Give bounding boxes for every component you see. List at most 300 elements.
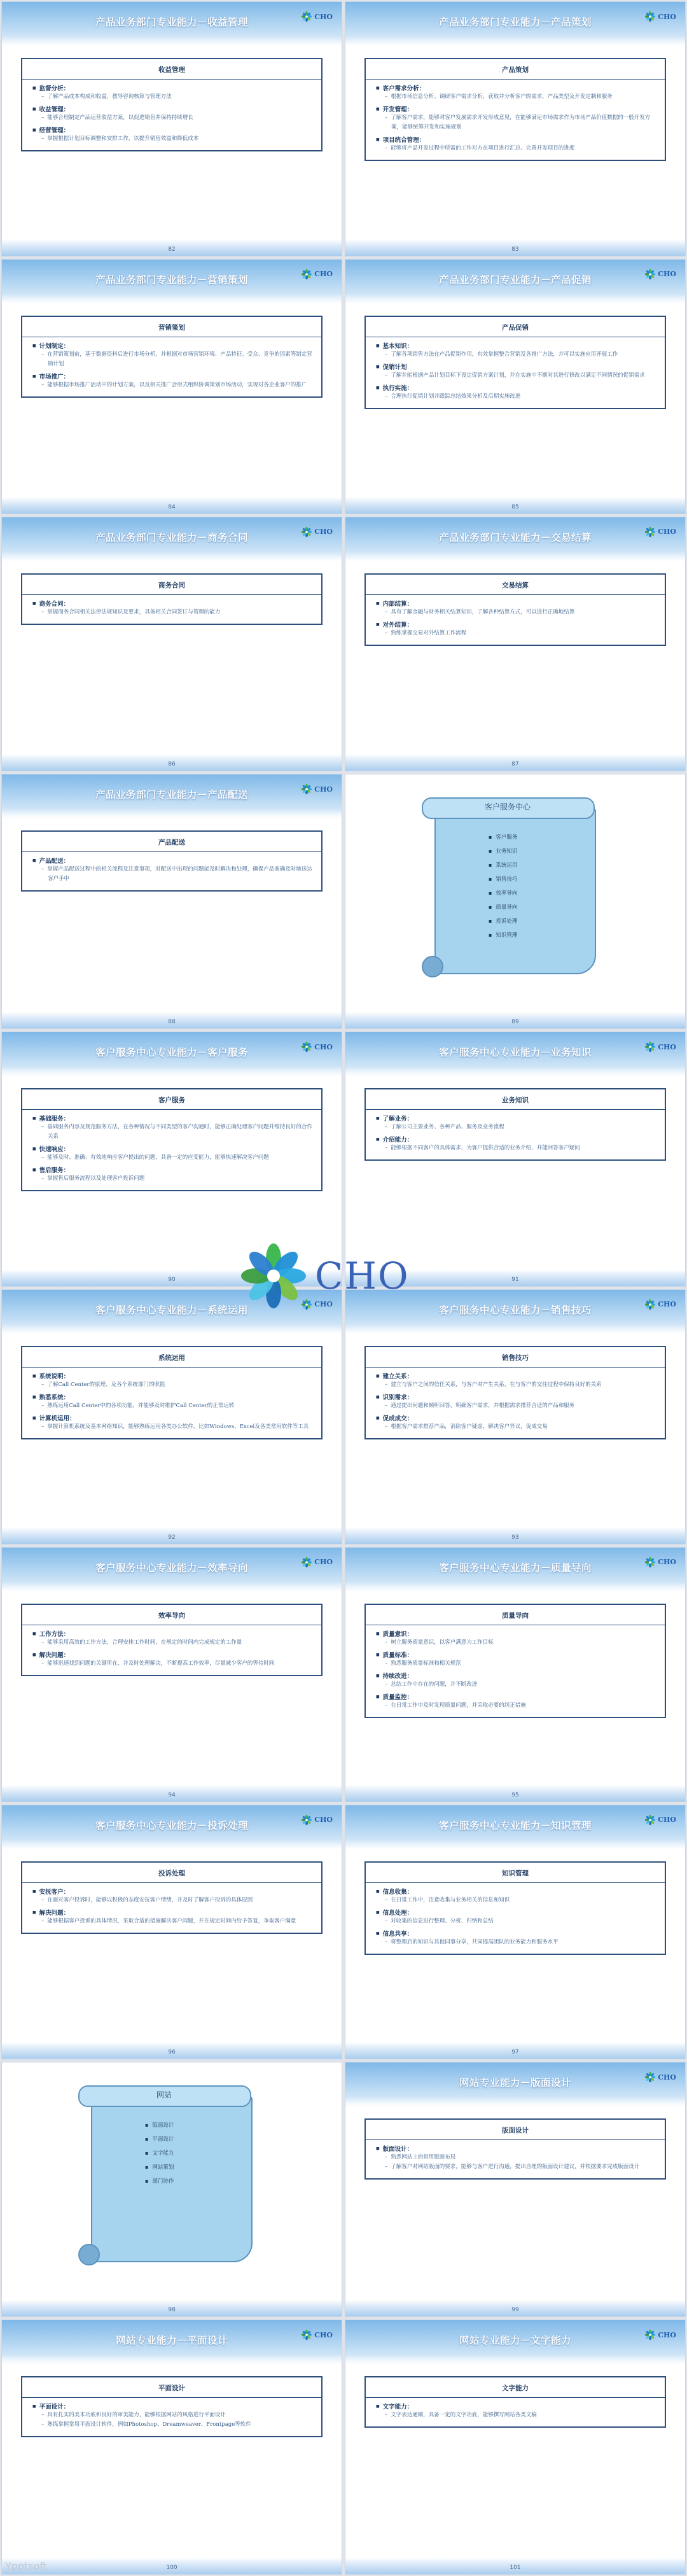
- section-detail: – 能够将产品开发过程中所需的工作对方在项目进行汇总、完善开发项目的进度: [391, 144, 657, 153]
- section-detail: – 掌握根据计划目标调整和安排工作，以提升销售效益和降低成本: [48, 134, 314, 144]
- slide-title: 客户服务中心专业能力－销售技巧: [438, 1304, 592, 1316]
- slide-title: 产品业务部门专业能力－营销策划: [95, 274, 248, 286]
- slide: [1, 1032, 342, 1287]
- flower-logo-icon: [644, 1041, 656, 1053]
- box-title: 业务知识: [502, 1096, 529, 1105]
- section-detail: – 能够合理制定产品运营收益方案，以促进销售并保持持续增长: [48, 113, 314, 123]
- section: [376, 341, 657, 360]
- cho-logo: [644, 11, 676, 22]
- section-heading: ■ 售后服务：: [32, 1165, 314, 1174]
- flower-logo-icon: [644, 1557, 656, 1568]
- slide-title: 产品业务部门专业能力－产品配送: [95, 789, 248, 801]
- content-box: [21, 830, 323, 892]
- slide: [345, 2320, 686, 2575]
- section: [32, 1165, 314, 1184]
- flower-logo-icon: [301, 269, 312, 280]
- section-detail: – 熟练掌握常用平面设计软件，例如Photoshop、Dreamweaver、Frontpage等软件: [48, 2420, 314, 2430]
- page-number: 99: [511, 2307, 519, 2314]
- section: [376, 1114, 657, 1132]
- section-heading: ■ 收益管理：: [32, 104, 314, 113]
- section-heading: ■ 平面设计：: [32, 2402, 314, 2411]
- scroll-item: ▪ 客户服务: [489, 830, 517, 844]
- content-box: [21, 1604, 323, 1676]
- section-detail: – 掌握计算机系统及基本网络知识，能够熟练运用各类办公软件，比如Windows、Excel及各类常用软件等工具: [48, 1422, 314, 1432]
- box-divider: [22, 851, 321, 852]
- logo-text: CHO: [658, 1300, 676, 1309]
- section: [32, 856, 314, 884]
- section: [376, 1413, 657, 1432]
- section: [376, 1887, 657, 1905]
- box-title: 文字能力: [502, 2384, 529, 2393]
- page-number: 94: [168, 1791, 176, 1798]
- slide-title: 客户服务中心专业能力－业务知识: [438, 1047, 592, 1059]
- cho-logo: [644, 269, 676, 280]
- cho-logo: [644, 2071, 676, 2083]
- box-title: 产品促销: [502, 323, 529, 332]
- flower-logo-icon: [301, 1299, 312, 1310]
- section-detail: – 掌握售后服务流程以及处理客户投诉问题: [48, 1174, 314, 1184]
- flower-logo-icon: [644, 269, 656, 280]
- section-detail: – 树立服务质量意识，以客户满意为工作目标: [391, 1638, 657, 1648]
- box-divider: [366, 2139, 665, 2140]
- section-detail: – 能够采用高效的工作方法，合理安排工作时间，在规定的时间内完成规定的工作量: [48, 1638, 314, 1648]
- scroll-item: ▪ 销售技巧: [489, 872, 517, 886]
- slide: [345, 1805, 686, 2060]
- logo-text: CHO: [658, 12, 676, 21]
- scroll-item-list: [489, 830, 517, 942]
- section-detail: – 了解客户需求，能够对客户发展需求开发形成意见，在能够满足市场需求作为市场产品价值数据的一般开发方案，能够统筹开发和实施规划: [391, 113, 657, 132]
- section-detail: – 熟练运用Call Center中的各项功能，并能够及时维护Call Center的正常运转: [48, 1401, 314, 1411]
- section-detail: – 在日常工作中及时发现质量问题，并采取必要的纠正措施: [391, 1701, 657, 1711]
- section-detail: – 熟悉服务质量标准和相关规范: [391, 1659, 657, 1669]
- section-heading: ■ 质量标准：: [376, 1650, 657, 1659]
- section: [376, 1629, 657, 1648]
- scroll-item: ▪ 平面设计: [145, 2132, 174, 2146]
- slide: [345, 1, 686, 256]
- section: [376, 1371, 657, 1390]
- logo-text: CHO: [314, 12, 333, 21]
- section-detail: – 在日常工作中，注意收集与业务相关的信息和知识: [391, 1896, 657, 1905]
- logo-text: CHO: [314, 1042, 333, 1051]
- slide-title: 网站专业能力－文字能力: [459, 2335, 571, 2347]
- section-detail: – 具有了解金融与财务相关结算知识，了解各种结算方式，可以进行正确地结算: [391, 608, 657, 617]
- page-number: 85: [511, 503, 519, 510]
- scroll-item: ▪ 网站策划: [145, 2160, 174, 2174]
- box-divider: [22, 1882, 321, 1883]
- cho-logo: [644, 526, 676, 538]
- page-number: 92: [168, 1534, 176, 1541]
- content-box: [364, 1088, 666, 1161]
- slide: [1, 517, 342, 772]
- slide-title: 产品业务部门专业能力－收益管理: [95, 17, 248, 28]
- section: [376, 1135, 657, 1153]
- watermark-text: CHO: [315, 1254, 410, 1298]
- box-title: 平面设计: [158, 2384, 185, 2393]
- content-box: [364, 58, 666, 161]
- section-heading: ■ 经营管理：: [32, 125, 314, 134]
- page-number: 100: [166, 2564, 177, 2571]
- scroll-item: ▪ 投诉处理: [489, 914, 517, 928]
- logo-text: CHO: [314, 1300, 333, 1309]
- box-title: 销售技巧: [502, 1354, 529, 1362]
- content-box: [21, 2376, 323, 2437]
- section: [376, 135, 657, 153]
- section: [376, 383, 657, 402]
- section: [376, 2144, 657, 2172]
- cho-logo: [301, 1041, 333, 1053]
- scroll-item: ▪ 文字能力: [145, 2146, 174, 2160]
- cho-logo: [644, 1299, 676, 1310]
- logo-text: CHO: [658, 270, 676, 279]
- box-divider: [366, 79, 665, 80]
- flower-logo-icon: [644, 2071, 656, 2083]
- flower-logo-icon: [301, 2329, 312, 2341]
- logo-text: CHO: [658, 2073, 676, 2082]
- box-title: 效率导向: [158, 1611, 185, 1620]
- section-detail: – 熟练掌握交易对外结算工作流程: [391, 629, 657, 638]
- content-box: [21, 1088, 323, 1191]
- slide-title: 网站专业能力－版面设计: [459, 2077, 571, 2089]
- section-heading: ■ 内部结算：: [376, 599, 657, 608]
- logo-text: CHO: [314, 2330, 333, 2339]
- page-number: 98: [168, 2307, 176, 2314]
- section-detail: – 合理执行促销计划并跟踪总结效果分析及后期实施改进: [391, 392, 657, 402]
- section-heading: ■ 系统说明：: [32, 1371, 314, 1380]
- section-detail: – 了解并能根据产品计划目标下设定促销方案计划，并在实施中不断对其进行修改以满足不同情况的促销需求: [391, 371, 657, 381]
- scroll-item: ▪ 部门协作: [145, 2174, 174, 2188]
- section-detail: – 总结工作中存在的问题，并不断改进: [391, 1680, 657, 1690]
- section: [32, 1413, 314, 1432]
- section-heading: ■ 市场推广：: [32, 372, 314, 381]
- box-title: 知识管理: [502, 1869, 529, 1877]
- logo-text: CHO: [314, 528, 333, 536]
- logo-text: CHO: [658, 2330, 676, 2339]
- content-box: [21, 316, 323, 398]
- box-divider: [366, 1367, 665, 1368]
- logo-text: CHO: [314, 785, 333, 794]
- flower-logo-icon: [301, 783, 312, 795]
- section-heading: ■ 版面设计：: [376, 2144, 657, 2153]
- box-divider: [366, 1882, 665, 1883]
- section: [376, 1929, 657, 1947]
- scroll-graphic: [78, 2082, 263, 2269]
- section-heading: ■ 快速响应：: [32, 1144, 314, 1153]
- slide-title: 产品业务部门专业能力－交易结算: [438, 531, 592, 543]
- section: [32, 1114, 314, 1142]
- scroll-item: ▪ 质量导向: [489, 900, 517, 914]
- section-heading: ■ 监督分析：: [32, 83, 314, 92]
- slide: [345, 259, 686, 514]
- box-divider: [22, 1367, 321, 1368]
- page-number: 97: [511, 2049, 519, 2056]
- cho-logo: [644, 1814, 676, 1826]
- flower-logo-icon: [644, 2329, 656, 2341]
- section-detail: – 能够根据客户投诉的具体情况，采取合适的措施解决客户问题，并在规定时间内给予答复，争取客户满意: [48, 1917, 314, 1926]
- section-detail: – 建立与客户之间的信任关系，与客户对产生关系，在与客户的交往过程中保持良好的关系: [391, 1380, 657, 1390]
- scroll-graphic: [422, 794, 606, 981]
- slide-title: 客户服务中心专业能力－系统运用: [95, 1304, 248, 1316]
- section-detail: – 能够根据市场推广活动中的计划方案，以及相关推广会形式组织协调策划市场活动，实现对各企业客户的推广: [48, 381, 314, 390]
- page-number: 84: [168, 503, 176, 510]
- section-heading: ■ 建立关系：: [376, 1371, 657, 1380]
- section-heading: ■ 质量监控：: [376, 1692, 657, 1701]
- section-heading: ■ 信息共享：: [376, 1929, 657, 1938]
- box-divider: [22, 79, 321, 80]
- section-heading: ■ 识别需求：: [376, 1392, 657, 1401]
- section-heading: ■ 客户需求分析：: [376, 83, 657, 92]
- page-number: 82: [168, 246, 176, 253]
- scroll-item: ▪ 系统运用: [489, 858, 517, 872]
- section-heading: ■ 开发管理：: [376, 104, 657, 113]
- page-number: 91: [511, 1276, 519, 1283]
- section: [32, 125, 314, 144]
- flower-logo-icon: [301, 526, 312, 538]
- bottom-brand: Ypptsoft: [5, 2560, 48, 2572]
- slide-title: 产品业务部门专业能力－产品策划: [438, 17, 592, 28]
- slide: [1, 1547, 342, 1802]
- box-divider: [22, 594, 321, 595]
- box-title: 营销策划: [158, 323, 185, 332]
- cho-logo: [301, 11, 333, 22]
- slide: [1, 1805, 342, 2060]
- section-detail: – 根据客户需求推荐产品，消除客户疑虑，解决客户异议，促成交易: [391, 1422, 657, 1432]
- section: [376, 2402, 657, 2420]
- scroll-item: ▪ 版面设计: [145, 2118, 174, 2132]
- section: [32, 599, 314, 617]
- section: [32, 104, 314, 123]
- section-heading: ■ 了解业务：: [376, 1114, 657, 1123]
- section-detail: – 掌握商务合同相关法律法规知识及要求，具备相关合同签订与管理的能力: [48, 608, 314, 617]
- box-title: 客户服务: [158, 1096, 185, 1105]
- cho-logo: [301, 1814, 333, 1826]
- section: [32, 372, 314, 390]
- flower-logo-icon: [301, 1557, 312, 1568]
- section-heading: ■ 熟悉系统：: [32, 1392, 314, 1401]
- flower-logo-icon: [644, 11, 656, 22]
- flower-logo-icon: [644, 526, 656, 538]
- page-number: 96: [168, 2049, 176, 2056]
- logo-text: CHO: [658, 528, 676, 536]
- box-title: 系统运用: [158, 1354, 185, 1362]
- section-detail: – 了解公司主要业务、各种产品、服务及业务流程: [391, 1123, 657, 1132]
- slide: [1, 1289, 342, 1544]
- section: [32, 1392, 314, 1411]
- section-detail: – 能够根据不同客户的具体需求，为客户提供合适的业务介绍，并能回答客户疑问: [391, 1144, 657, 1153]
- logo-text: CHO: [314, 1558, 333, 1567]
- content-box: [21, 1861, 323, 1934]
- slide-title: 客户服务中心专业能力－投诉处理: [95, 1819, 248, 1831]
- section: [376, 104, 657, 132]
- section-heading: ■ 项目统合管理：: [376, 135, 657, 144]
- slide: [345, 2062, 686, 2317]
- cho-logo: [301, 269, 333, 280]
- slide: [1, 259, 342, 514]
- cho-logo: [644, 1557, 676, 1568]
- slide: [1, 2062, 342, 2317]
- box-divider: [366, 1109, 665, 1110]
- page-number: 90: [168, 1276, 176, 1283]
- section-heading: ■ 基础服务：: [32, 1114, 314, 1123]
- scroll-item: ▪ 知识管理: [489, 928, 517, 942]
- section: [32, 1629, 314, 1648]
- logo-text: CHO: [658, 1042, 676, 1051]
- page-number: 88: [168, 1019, 176, 1026]
- section-heading: ■ 信息收集：: [376, 1887, 657, 1896]
- section-detail: – 能够迅速找到问题的关键所在，并及时处理解决，不断提高工作效率，尽量减少客户的等待时间: [48, 1659, 314, 1669]
- slide: [345, 774, 686, 1029]
- content-box: [21, 573, 323, 625]
- content-box: [364, 2118, 666, 2180]
- box-title: 收益管理: [158, 66, 185, 74]
- logo-text: CHO: [658, 1558, 676, 1567]
- section: [376, 1692, 657, 1711]
- box-title: 产品策划: [502, 66, 529, 74]
- section-detail: – 文字表达通顺，具备一定的文字功底，能够撰写网站各类文稿: [391, 2411, 657, 2420]
- section-heading: ■ 计算机运用：: [32, 1413, 314, 1422]
- section-heading: ■ 质量意识：: [376, 1629, 657, 1638]
- section: [376, 599, 657, 617]
- content-box: [364, 1604, 666, 1718]
- content-box: [364, 1346, 666, 1439]
- content-box: [364, 316, 666, 409]
- slide-title: 产品业务部门专业能力－商务合同: [95, 531, 248, 543]
- section-heading: ■ 对外结算：: [376, 620, 657, 629]
- slide: [345, 1547, 686, 1802]
- scroll-bottom-curl: [422, 956, 443, 977]
- section-detail: – 熟悉网站上的常用版面布局: [391, 2153, 657, 2162]
- scroll-item-list: [145, 2118, 174, 2188]
- section-heading: ■ 产品配送：: [32, 856, 314, 865]
- slide: [345, 1289, 686, 1544]
- box-divider: [366, 2397, 665, 2398]
- scroll-heading: 网站: [156, 2090, 172, 2100]
- box-divider: [366, 594, 665, 595]
- section-detail: – 能够及时、准确、有效地响应客户提出的问题，具备一定的应变能力，能够快速解决客户问题: [48, 1153, 314, 1163]
- cho-logo: [644, 1041, 676, 1053]
- section-heading: ■ 持续改进：: [376, 1671, 657, 1680]
- content-box: [364, 1861, 666, 1955]
- section-heading: ■ 安抚客户：: [32, 1887, 314, 1896]
- section: [376, 620, 657, 638]
- flower-logo-icon: [644, 1814, 656, 1826]
- scroll-heading: 客户服务中心: [484, 802, 531, 812]
- cho-logo: [301, 783, 333, 795]
- slide: [1, 1, 342, 256]
- section: [32, 83, 314, 102]
- section-detail: – 将整理后的知识与其他同事分享，共同提高团队的业务能力和服务水平: [391, 1938, 657, 1947]
- section: [376, 1650, 657, 1669]
- section: [376, 83, 657, 102]
- section-detail: – 在营销策划前，基于数据资料后进行市场分析，并根据对市场营销环境、产品特征、受众、竞争的因素等制定营销计划: [48, 350, 314, 369]
- section: [376, 1908, 657, 1926]
- page-number: 89: [511, 1019, 519, 1026]
- page-number: 93: [511, 1534, 519, 1541]
- slide-title: 产品业务部门专业能力－产品促销: [438, 274, 592, 286]
- section-heading: ■ 解决问题：: [32, 1650, 314, 1659]
- page-number: 95: [511, 1791, 519, 1798]
- section-heading: ■ 计划制定：: [32, 341, 314, 350]
- flower-logo-icon: [644, 1299, 656, 1310]
- box-title: 产品配送: [158, 839, 185, 847]
- scroll-bottom-curl: [78, 2244, 100, 2265]
- logo-text: CHO: [314, 270, 333, 279]
- section: [32, 1908, 314, 1926]
- page-number: 83: [511, 246, 519, 253]
- box-divider: [22, 2397, 321, 2398]
- content-box: [364, 573, 666, 646]
- section-detail: – 了解Call Center的原理、及各个系统部门的职能: [48, 1380, 314, 1390]
- section-detail: – 掌握产品配送过程中的相关流程及注意事项，对配送中出现的问题能及时解决和处理，确保产品准确及时地送达客户手中: [48, 865, 314, 884]
- box-title: 版面设计: [502, 2127, 529, 2135]
- page-number: 87: [511, 761, 519, 768]
- section: [32, 1887, 314, 1905]
- section: [32, 2402, 314, 2430]
- cho-logo: [301, 1557, 333, 1568]
- section: [32, 1144, 314, 1163]
- box-title: 投诉处理: [158, 1869, 185, 1877]
- section-detail: – 对收集的信息进行整理、分析、归纳和总结: [391, 1917, 657, 1926]
- section: [32, 341, 314, 369]
- section-detail: – 了解客户对网站版面的要求，能够与客户进行沟通，提出合理的版面设计建议，并根据要求完成版面设计: [391, 2162, 657, 2172]
- content-box: [21, 58, 323, 151]
- slide: [345, 517, 686, 772]
- flower-logo-icon: [301, 11, 312, 22]
- section-heading: ■ 介绍能力：: [376, 1135, 657, 1144]
- logo-text: CHO: [314, 1816, 333, 1824]
- cho-logo: [301, 1299, 333, 1310]
- section-detail: – 基础服务内容及规范服务方法，在各种情况与不同类型的客户沟通时，能够正确处理客户问题并维持良好的合作关系: [48, 1123, 314, 1142]
- section: [376, 1671, 657, 1690]
- flower-logo-icon: [301, 1814, 312, 1826]
- section-detail: – 具有扎实的美术功底和良好的审美能力，能够根据网站的风格进行平面设计: [48, 2411, 314, 2420]
- section-heading: ■ 文字能力：: [376, 2402, 657, 2411]
- cho-logo: [301, 2329, 333, 2341]
- section: [32, 1650, 314, 1669]
- cho-logo: [301, 526, 333, 538]
- slide: [345, 1032, 686, 1287]
- slide-title: 网站专业能力－平面设计: [115, 2335, 228, 2347]
- box-divider: [22, 1109, 321, 1110]
- page-number: 101: [510, 2564, 521, 2571]
- section-heading: ■ 执行实施：: [376, 383, 657, 392]
- section-heading: ■ 商务合同：: [32, 599, 314, 608]
- slide: [1, 2320, 342, 2575]
- section-heading: ■ 解决问题：: [32, 1908, 314, 1917]
- section-detail: – 根据市场信息分析、调研客户需求分析，获取并分析客户的需求，产品类型及开发定制和服务: [391, 92, 657, 102]
- section-detail: – 在面对客户投诉时，能够以积极的态度安抚客户情绪，并及时了解客户投诉的具体原因: [48, 1896, 314, 1905]
- box-title: 商务合同: [158, 581, 185, 589]
- section-detail: – 了解各项销售方法在产品促销作用，有效掌握整合营销及各推广方法，并可以实施应用开展工作: [391, 350, 657, 360]
- content-box: [21, 1346, 323, 1439]
- flower-logo-icon: [301, 1041, 312, 1053]
- section-heading: ■ 促销计划: [376, 362, 657, 371]
- slide-title: 客户服务中心专业能力－效率导向: [95, 1562, 248, 1574]
- slide-title: 客户服务中心专业能力－质量导向: [438, 1562, 592, 1574]
- box-title: 质量导向: [502, 1611, 529, 1620]
- page-number: 86: [168, 761, 176, 768]
- content-box: [364, 2376, 666, 2428]
- scroll-item: ▪ 效率导向: [489, 886, 517, 900]
- slide-title: 客户服务中心专业能力－知识管理: [438, 1819, 592, 1831]
- section: [376, 362, 657, 381]
- scroll-item: ▪ 业务知识: [489, 844, 517, 858]
- section-detail: – 通过提出问题和倾听回答，明确客户需求，并根据需求推荐合适的产品和服务: [391, 1401, 657, 1411]
- section-heading: ■ 基本知识：: [376, 341, 657, 350]
- section-detail: – 了解产品成本构成和收益，教导咨询核算与管理方法: [48, 92, 314, 102]
- slide-title: 客户服务中心专业能力－客户服务: [95, 1047, 248, 1059]
- section-heading: ■ 工作方法：: [32, 1629, 314, 1638]
- slide: [1, 774, 342, 1029]
